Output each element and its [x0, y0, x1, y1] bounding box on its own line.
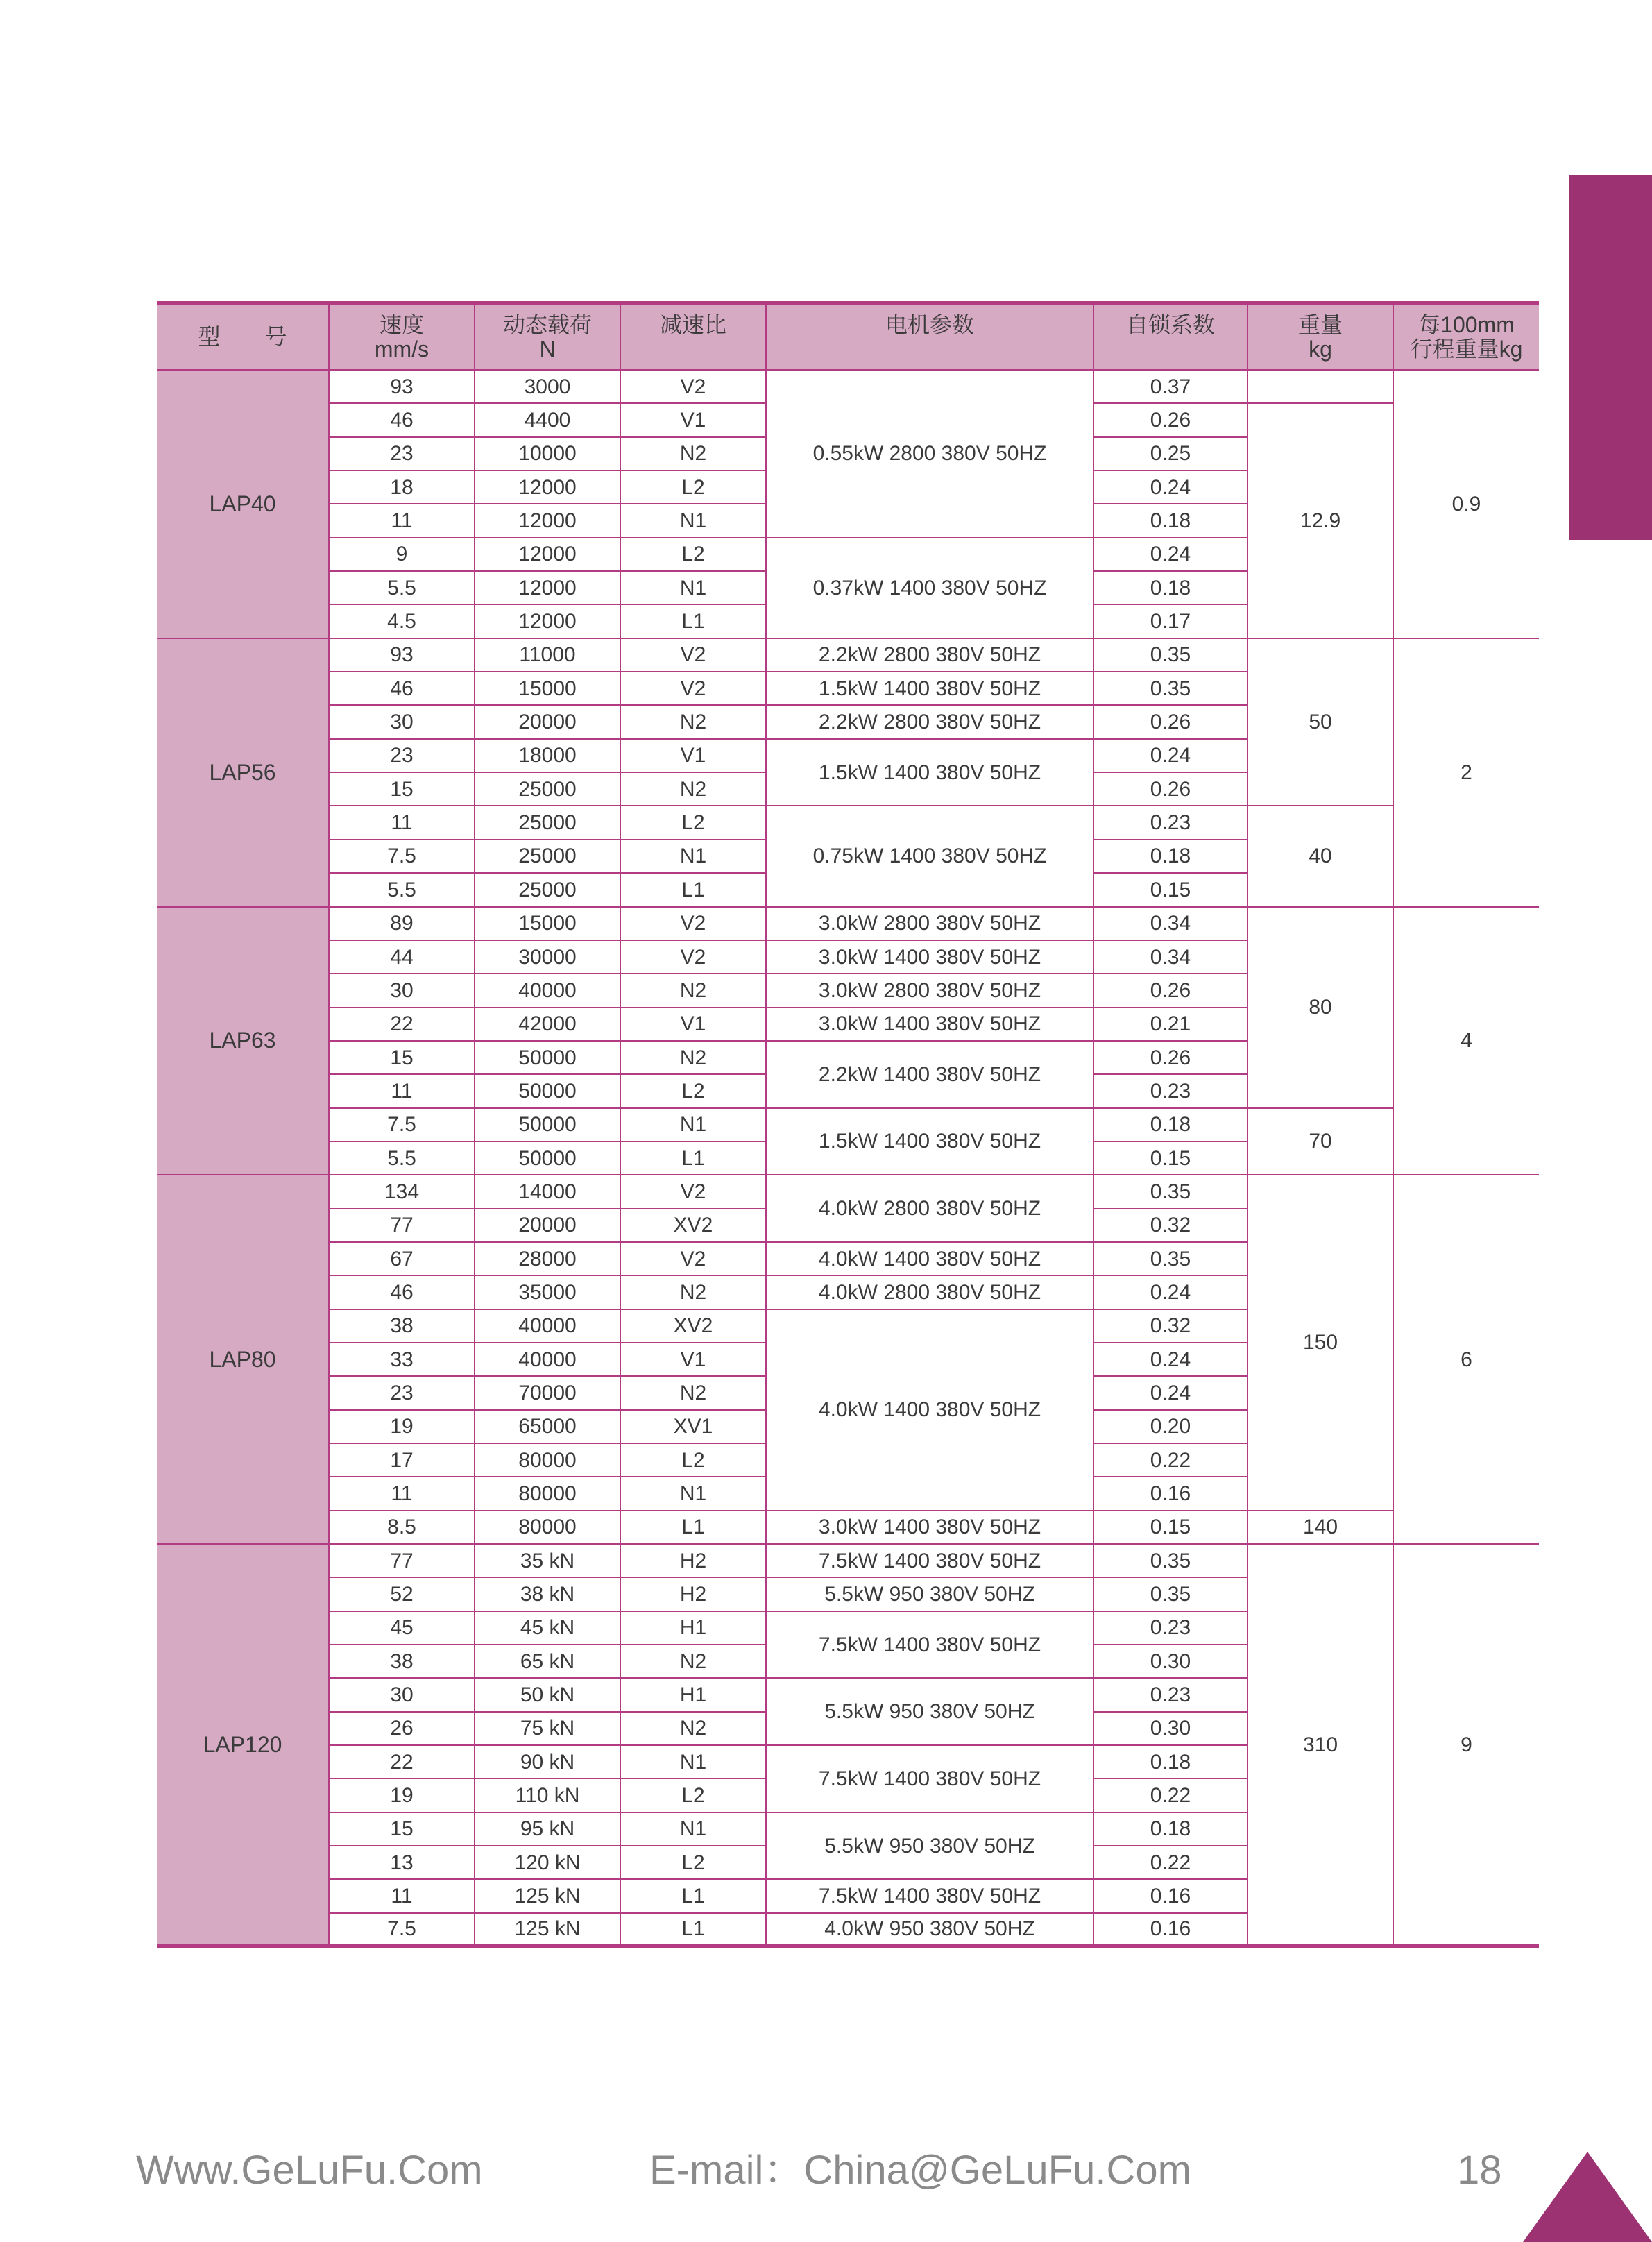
selflock-cell: 0.26 — [1093, 403, 1247, 436]
selflock-cell: 0.16 — [1093, 1879, 1247, 1912]
selflock-cell: 0.21 — [1093, 1008, 1247, 1041]
speed-cell: 23 — [329, 1376, 475, 1409]
ratio-cell: V1 — [620, 1008, 766, 1041]
speed-cell: 18 — [329, 470, 475, 504]
speed-cell: 22 — [329, 1745, 475, 1778]
load-cell: 120 kN — [475, 1846, 620, 1879]
selflock-cell: 0.15 — [1093, 873, 1247, 906]
selflock-cell: 0.24 — [1093, 1343, 1247, 1376]
ratio-cell: N1 — [620, 840, 766, 873]
motor-cell: 7.5kW 1400 380V 50HZ — [766, 1879, 1093, 1912]
load-cell: 125 kN — [475, 1879, 620, 1912]
load-cell: 65000 — [475, 1410, 620, 1443]
selflock-cell: 0.22 — [1093, 1443, 1247, 1477]
ratio-cell: XV1 — [620, 1410, 766, 1443]
selflock-cell: 0.26 — [1093, 1041, 1247, 1074]
selflock-cell: 0.18 — [1093, 1108, 1247, 1141]
weight-cell: 80 — [1247, 907, 1393, 1108]
selflock-cell: 0.20 — [1093, 1410, 1247, 1443]
ratio-cell: V2 — [620, 638, 766, 672]
speed-cell: 11 — [329, 806, 475, 839]
motor-cell: 4.0kW 2800 380V 50HZ — [766, 1175, 1093, 1242]
ratio-cell: N1 — [620, 1745, 766, 1778]
table-row — [157, 806, 1539, 839]
speed-cell: 19 — [329, 1410, 475, 1443]
ratio-cell: L1 — [620, 604, 766, 638]
load-cell: 18000 — [475, 739, 620, 772]
ratio-cell: N2 — [620, 705, 766, 738]
load-cell: 12000 — [475, 470, 620, 504]
selflock-cell: 0.15 — [1093, 1141, 1247, 1175]
speed-cell: 38 — [329, 1309, 475, 1343]
selflock-cell: 0.18 — [1093, 1745, 1247, 1778]
selflock-cell: 0.35 — [1093, 672, 1247, 705]
selflock-cell: 0.24 — [1093, 739, 1247, 772]
speed-cell: 11 — [329, 504, 475, 537]
selflock-cell: 0.35 — [1093, 1175, 1247, 1208]
speed-cell: 23 — [329, 437, 475, 470]
speed-cell: 15 — [329, 772, 475, 806]
selflock-cell: 0.34 — [1093, 940, 1247, 974]
load-cell: 40000 — [475, 974, 620, 1007]
motor-cell: 1.5kW 1400 380V 50HZ — [766, 739, 1093, 806]
speed-cell: 77 — [329, 1209, 475, 1242]
ratio-cell: L2 — [620, 538, 766, 571]
ratio-cell: H1 — [620, 1678, 766, 1711]
load-cell: 40000 — [475, 1343, 620, 1376]
speed-cell: 30 — [329, 1678, 475, 1711]
ratio-cell: H2 — [620, 1544, 766, 1577]
motor-cell: 3.0kW 1400 380V 50HZ — [766, 1511, 1093, 1544]
table-row — [157, 1175, 1539, 1208]
motor-cell: 3.0kW 1400 380V 50HZ — [766, 1008, 1093, 1041]
model-cell: LAP56 — [157, 638, 329, 907]
speed-cell: 13 — [329, 1846, 475, 1879]
speed-cell: 22 — [329, 1008, 475, 1041]
ratio-cell: N2 — [620, 1275, 766, 1309]
model-cell: LAP40 — [157, 370, 329, 638]
ratio-cell: L1 — [620, 1913, 766, 1946]
load-cell: 20000 — [475, 705, 620, 738]
model-cell: LAP63 — [157, 907, 329, 1175]
selflock-cell: 0.16 — [1093, 1477, 1247, 1510]
ratio-cell: V2 — [620, 672, 766, 705]
speed-cell: 38 — [329, 1645, 475, 1678]
load-cell: 50000 — [475, 1141, 620, 1175]
selflock-cell: 0.16 — [1093, 1913, 1247, 1946]
selflock-cell: 0.23 — [1093, 1074, 1247, 1107]
motor-cell: 1.5kW 1400 380V 50HZ — [766, 1108, 1093, 1175]
load-cell: 50000 — [475, 1108, 620, 1141]
load-cell: 4400 — [475, 403, 620, 436]
ratio-cell: N2 — [620, 1645, 766, 1678]
ratio-cell: N2 — [620, 974, 766, 1007]
motor-cell: 7.5kW 1400 380V 50HZ — [766, 1611, 1093, 1679]
load-cell: 125 kN — [475, 1913, 620, 1946]
spec-table-body — [157, 370, 1539, 1946]
weight-cell: 50 — [1247, 638, 1393, 806]
selflock-cell: 0.35 — [1093, 1544, 1247, 1577]
ratio-cell: XV2 — [620, 1209, 766, 1242]
speed-cell: 23 — [329, 739, 475, 772]
speed-cell: 33 — [329, 1343, 475, 1376]
ratio-cell: V1 — [620, 1343, 766, 1376]
load-cell: 12000 — [475, 538, 620, 571]
speed-cell: 93 — [329, 370, 475, 403]
weight-cell-empty — [1247, 370, 1393, 403]
header-motor: 电机参数 — [766, 303, 1093, 370]
speed-cell: 5.5 — [329, 873, 475, 906]
footer-email: E-mail：China@GeLuFu.Com — [649, 2148, 1191, 2193]
load-cell: 75 kN — [475, 1712, 620, 1745]
per100-cell: 9 — [1393, 1544, 1539, 1946]
table-row — [157, 907, 1539, 940]
motor-cell: 7.5kW 1400 380V 50HZ — [766, 1745, 1093, 1812]
selflock-cell: 0.22 — [1093, 1846, 1247, 1879]
selflock-cell: 0.34 — [1093, 907, 1247, 940]
speed-cell: 30 — [329, 705, 475, 738]
motor-cell: 0.75kW 1400 380V 50HZ — [766, 806, 1093, 906]
motor-cell: 4.0kW 1400 380V 50HZ — [766, 1242, 1093, 1275]
ratio-cell: V2 — [620, 1242, 766, 1275]
ratio-cell: N1 — [620, 1108, 766, 1141]
header-weight: 重量 kg — [1247, 303, 1393, 370]
ratio-cell: L2 — [620, 470, 766, 504]
weight-cell: 150 — [1247, 1175, 1393, 1510]
speed-cell: 7.5 — [329, 1108, 475, 1141]
per100-cell: 6 — [1393, 1175, 1539, 1544]
speed-cell: 7.5 — [329, 840, 475, 873]
load-cell: 35 kN — [475, 1544, 620, 1577]
motor-cell: 5.5kW 950 380V 50HZ — [766, 1577, 1093, 1611]
motor-cell: 5.5kW 950 380V 50HZ — [766, 1678, 1093, 1745]
header-ratio: 减速比 — [620, 303, 766, 370]
per100-cell: 0.9 — [1393, 370, 1539, 638]
weight-cell: 70 — [1247, 1108, 1393, 1175]
ratio-cell: L1 — [620, 873, 766, 906]
speed-cell: 77 — [329, 1544, 475, 1577]
header-row — [157, 303, 1539, 370]
speed-cell: 46 — [329, 672, 475, 705]
ratio-cell: N2 — [620, 1376, 766, 1409]
speed-cell: 15 — [329, 1812, 475, 1846]
selflock-cell: 0.26 — [1093, 974, 1247, 1007]
header-model: 型 号 — [157, 303, 329, 370]
speed-cell: 8.5 — [329, 1511, 475, 1544]
speed-cell: 7.5 — [329, 1913, 475, 1946]
ratio-cell: L1 — [620, 1511, 766, 1544]
spec-table — [157, 301, 1539, 1948]
load-cell: 50000 — [475, 1074, 620, 1107]
selflock-cell: 0.23 — [1093, 1611, 1247, 1645]
load-cell: 25000 — [475, 873, 620, 906]
ratio-cell: N1 — [620, 1477, 766, 1510]
load-cell: 12000 — [475, 604, 620, 638]
speed-cell: 44 — [329, 940, 475, 974]
ratio-cell: N2 — [620, 1712, 766, 1745]
motor-cell: 5.5kW 950 380V 50HZ — [766, 1812, 1093, 1880]
selflock-cell: 0.35 — [1093, 638, 1247, 672]
selflock-cell: 0.15 — [1093, 1511, 1247, 1544]
selflock-cell: 0.26 — [1093, 705, 1247, 738]
load-cell: 25000 — [475, 806, 620, 839]
load-cell: 28000 — [475, 1242, 620, 1275]
speed-cell: 26 — [329, 1712, 475, 1745]
ratio-cell: H1 — [620, 1611, 766, 1645]
load-cell: 80000 — [475, 1511, 620, 1544]
header-per100: 每100mm 行程重量kg — [1393, 303, 1539, 370]
motor-cell: 7.5kW 1400 380V 50HZ — [766, 1544, 1093, 1577]
selflock-cell: 0.37 — [1093, 370, 1247, 403]
table-row — [157, 1544, 1539, 1577]
selflock-cell: 0.23 — [1093, 806, 1247, 839]
ratio-cell: N1 — [620, 1812, 766, 1846]
load-cell: 3000 — [475, 370, 620, 403]
load-cell: 25000 — [475, 772, 620, 806]
speed-cell: 17 — [329, 1443, 475, 1477]
load-cell: 25000 — [475, 840, 620, 873]
load-cell: 50000 — [475, 1041, 620, 1074]
selflock-cell: 0.24 — [1093, 1376, 1247, 1409]
load-cell: 15000 — [475, 672, 620, 705]
table-row — [157, 1108, 1539, 1141]
ratio-cell: L2 — [620, 806, 766, 839]
ratio-cell: V2 — [620, 370, 766, 403]
selflock-cell: 0.17 — [1093, 604, 1247, 638]
speed-cell: 5.5 — [329, 571, 475, 604]
ratio-cell: N2 — [620, 772, 766, 806]
table-row — [157, 370, 1539, 403]
selflock-cell: 0.18 — [1093, 840, 1247, 873]
motor-cell: 2.2kW 2800 380V 50HZ — [766, 638, 1093, 672]
speed-cell: 30 — [329, 974, 475, 1007]
selflock-cell: 0.24 — [1093, 1275, 1247, 1309]
selflock-cell: 0.24 — [1093, 538, 1247, 571]
motor-cell: 4.0kW 2800 380V 50HZ — [766, 1275, 1093, 1309]
load-cell: 95 kN — [475, 1812, 620, 1846]
motor-cell: 1.5kW 1400 380V 50HZ — [766, 672, 1093, 705]
motor-cell: 0.55kW 2800 380V 50HZ — [766, 370, 1093, 538]
speed-cell: 11 — [329, 1477, 475, 1510]
selflock-cell: 0.23 — [1093, 1678, 1247, 1711]
motor-cell: 3.0kW 2800 380V 50HZ — [766, 974, 1093, 1007]
ratio-cell: N2 — [620, 1041, 766, 1074]
speed-cell: 11 — [329, 1879, 475, 1912]
page-number: 18 — [1457, 2148, 1502, 2193]
speed-cell: 46 — [329, 1275, 475, 1309]
ratio-cell: V2 — [620, 940, 766, 974]
weight-cell: 12.9 — [1247, 403, 1393, 638]
load-cell: 80000 — [475, 1443, 620, 1477]
ratio-cell: L2 — [620, 1778, 766, 1812]
selflock-cell: 0.18 — [1093, 1812, 1247, 1846]
per100-cell: 4 — [1393, 907, 1539, 1175]
per100-cell: 2 — [1393, 638, 1539, 907]
weight-cell: 40 — [1247, 806, 1393, 906]
motor-cell: 3.0kW 1400 380V 50HZ — [766, 940, 1093, 974]
ratio-cell: L1 — [620, 1141, 766, 1175]
header-selflock: 自锁系数 — [1093, 303, 1247, 370]
speed-cell: 4.5 — [329, 604, 475, 638]
load-cell: 50 kN — [475, 1678, 620, 1711]
load-cell: 65 kN — [475, 1645, 620, 1678]
speed-cell: 93 — [329, 638, 475, 672]
load-cell: 90 kN — [475, 1745, 620, 1778]
ratio-cell: V1 — [620, 403, 766, 436]
ratio-cell: N2 — [620, 437, 766, 470]
load-cell: 12000 — [475, 504, 620, 537]
weight-cell: 140 — [1247, 1511, 1393, 1544]
weight-cell: 310 — [1247, 1544, 1393, 1946]
model-cell: LAP120 — [157, 1544, 329, 1946]
ratio-cell: H2 — [620, 1577, 766, 1611]
ratio-cell: V2 — [620, 907, 766, 940]
load-cell: 11000 — [475, 638, 620, 672]
load-cell: 45 kN — [475, 1611, 620, 1645]
speed-cell: 52 — [329, 1577, 475, 1611]
speed-cell: 11 — [329, 1074, 475, 1107]
speed-cell: 89 — [329, 907, 475, 940]
motor-cell: 2.2kW 2800 380V 50HZ — [766, 705, 1093, 738]
side-color-tab — [1569, 175, 1652, 540]
header-load: 动态载荷 N — [475, 303, 620, 370]
load-cell: 20000 — [475, 1209, 620, 1242]
load-cell: 40000 — [475, 1309, 620, 1343]
speed-cell: 45 — [329, 1611, 475, 1645]
load-cell: 35000 — [475, 1275, 620, 1309]
motor-cell: 2.2kW 1400 380V 50HZ — [766, 1041, 1093, 1108]
footer-website: Www.GeLuFu.Com — [136, 2148, 483, 2193]
speed-cell: 5.5 — [329, 1141, 475, 1175]
load-cell: 15000 — [475, 907, 620, 940]
speed-cell: 67 — [329, 1242, 475, 1275]
selflock-cell: 0.25 — [1093, 437, 1247, 470]
table-row — [157, 1511, 1539, 1544]
ratio-cell: L2 — [620, 1846, 766, 1879]
ratio-cell: N1 — [620, 571, 766, 604]
load-cell: 110 kN — [475, 1778, 620, 1812]
selflock-cell: 0.24 — [1093, 470, 1247, 504]
speed-cell: 46 — [329, 403, 475, 436]
selflock-cell: 0.26 — [1093, 772, 1247, 806]
speed-cell: 15 — [329, 1041, 475, 1074]
ratio-cell: N1 — [620, 504, 766, 537]
motor-cell: 4.0kW 950 380V 50HZ — [766, 1913, 1093, 1946]
corner-triangle-decoration — [1523, 2152, 1652, 2242]
ratio-cell: V2 — [620, 1175, 766, 1208]
selflock-cell: 0.18 — [1093, 504, 1247, 537]
ratio-cell: L2 — [620, 1443, 766, 1477]
header-speed: 速度 mm/s — [329, 303, 475, 370]
load-cell: 42000 — [475, 1008, 620, 1041]
load-cell: 10000 — [475, 437, 620, 470]
speed-cell: 9 — [329, 538, 475, 571]
motor-cell: 4.0kW 1400 380V 50HZ — [766, 1309, 1093, 1511]
load-cell: 12000 — [475, 571, 620, 604]
load-cell: 70000 — [475, 1376, 620, 1409]
ratio-cell: L1 — [620, 1879, 766, 1912]
selflock-cell: 0.32 — [1093, 1309, 1247, 1343]
model-cell: LAP80 — [157, 1175, 329, 1544]
load-cell: 38 kN — [475, 1577, 620, 1611]
speed-cell: 19 — [329, 1778, 475, 1812]
load-cell: 30000 — [475, 940, 620, 974]
selflock-cell: 0.22 — [1093, 1778, 1247, 1812]
ratio-cell: L2 — [620, 1074, 766, 1107]
selflock-cell: 0.35 — [1093, 1577, 1247, 1611]
ratio-cell: V1 — [620, 739, 766, 772]
motor-cell: 3.0kW 2800 380V 50HZ — [766, 907, 1093, 940]
load-cell: 14000 — [475, 1175, 620, 1208]
selflock-cell: 0.30 — [1093, 1712, 1247, 1745]
selflock-cell: 0.30 — [1093, 1645, 1247, 1678]
table-row — [157, 638, 1539, 672]
speed-cell: 134 — [329, 1175, 475, 1208]
motor-cell: 0.37kW 1400 380V 50HZ — [766, 538, 1093, 638]
selflock-cell: 0.18 — [1093, 571, 1247, 604]
ratio-cell: XV2 — [620, 1309, 766, 1343]
selflock-cell: 0.32 — [1093, 1209, 1247, 1242]
load-cell: 80000 — [475, 1477, 620, 1510]
selflock-cell: 0.35 — [1093, 1242, 1247, 1275]
